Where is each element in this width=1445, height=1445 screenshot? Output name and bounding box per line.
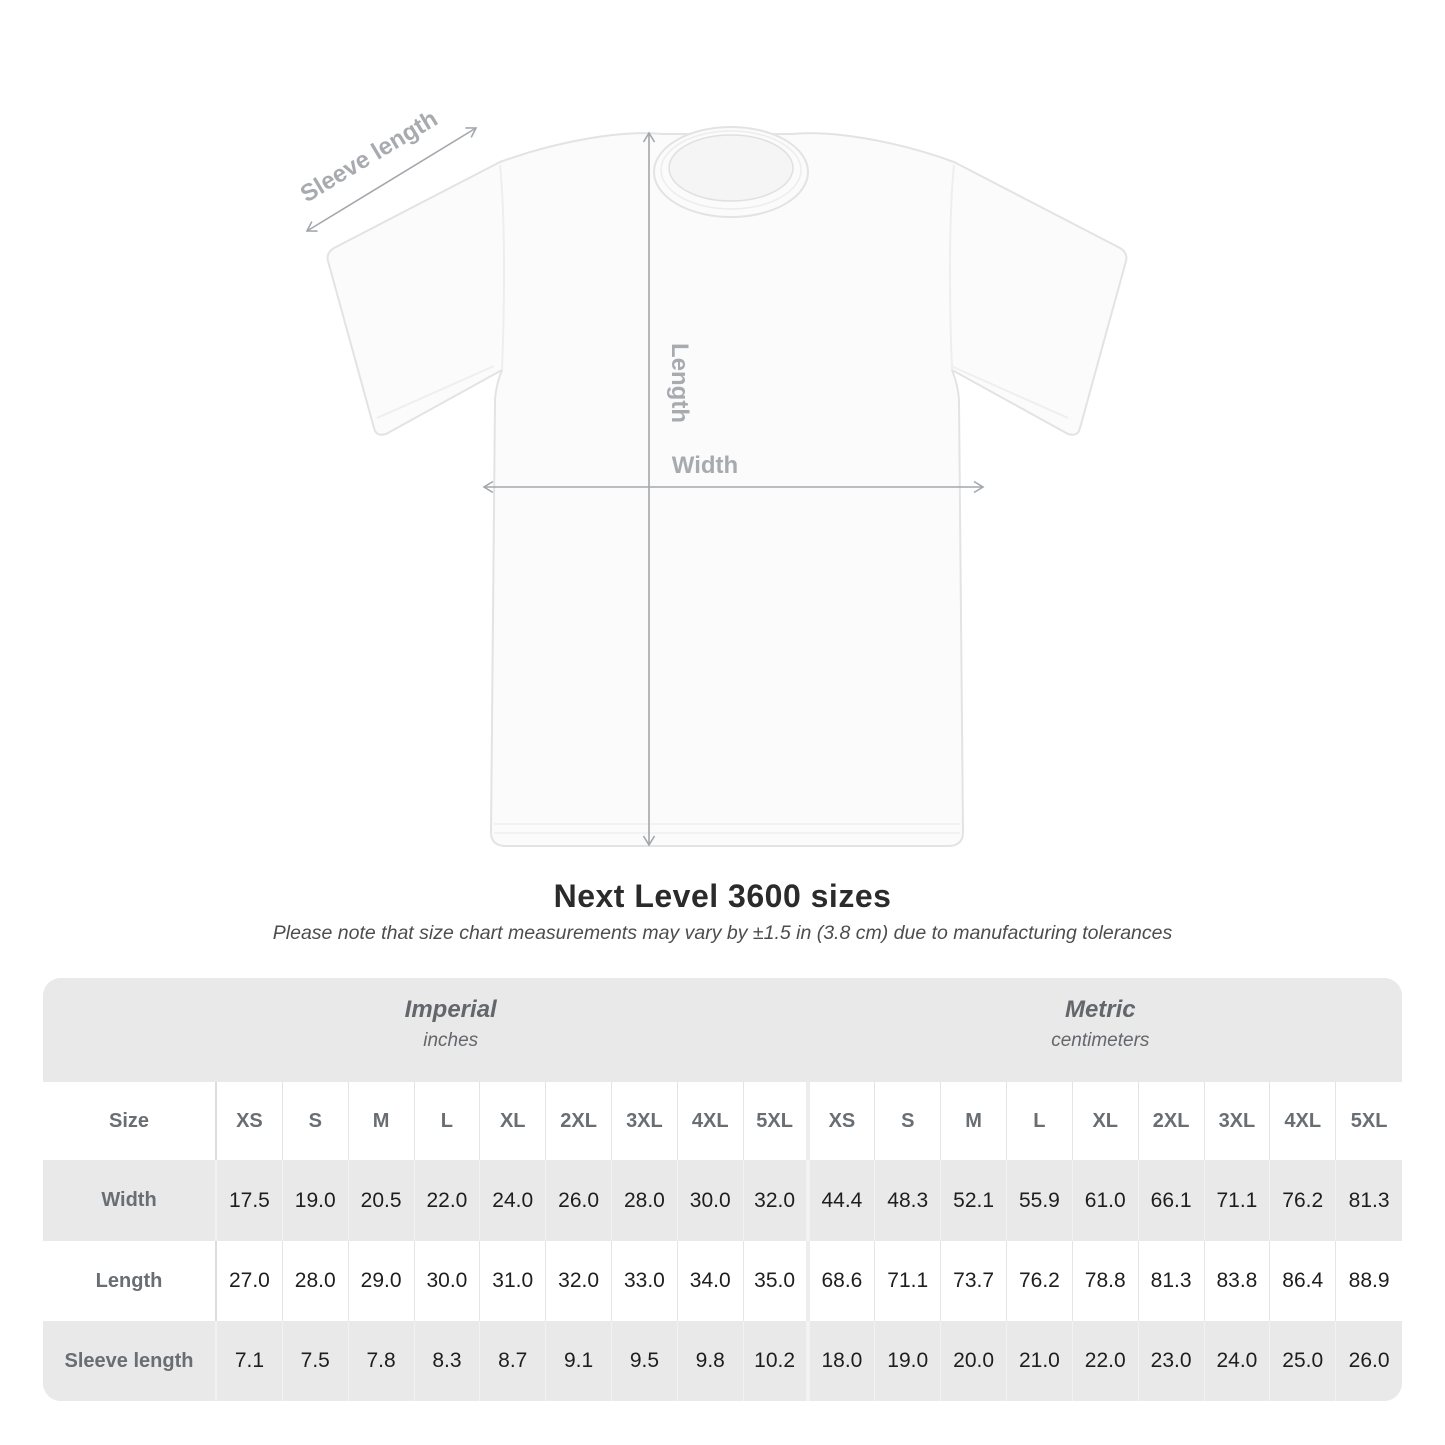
sleeve-length-value: 9.5 bbox=[612, 1321, 678, 1401]
width-value: 28.0 bbox=[612, 1160, 678, 1241]
sleeve-length-value: 9.1 bbox=[546, 1321, 612, 1401]
sleeve-length-value: 24.0 bbox=[1205, 1321, 1271, 1401]
size-header-row bbox=[43, 1082, 1402, 1160]
width-value: 30.0 bbox=[678, 1160, 744, 1241]
size-header: S bbox=[875, 1082, 941, 1160]
width-value: 55.9 bbox=[1007, 1160, 1073, 1241]
size-header: XS bbox=[217, 1082, 283, 1160]
length-value: 78.8 bbox=[1073, 1241, 1139, 1321]
length-value: 30.0 bbox=[415, 1241, 481, 1321]
length-value: 32.0 bbox=[546, 1241, 612, 1321]
size-header: S bbox=[283, 1082, 349, 1160]
length-value: 35.0 bbox=[744, 1241, 810, 1321]
sleeve-length-value: 22.0 bbox=[1073, 1321, 1139, 1401]
sleeve-length-value: 19.0 bbox=[875, 1321, 941, 1401]
sleeve-length-row bbox=[43, 1321, 1402, 1401]
size-header: 5XL bbox=[1350, 1109, 1388, 1132]
sleeve-length-row-label: Sleeve length bbox=[43, 1321, 217, 1401]
sleeve-length-value: 7.8 bbox=[349, 1321, 415, 1401]
sleeve-length-value: 8.7 bbox=[480, 1321, 546, 1401]
unit-system-header bbox=[43, 978, 1402, 1082]
sleeve-length-value: 18.0 bbox=[810, 1321, 876, 1401]
sleeve-length-value: 25.0 bbox=[1270, 1321, 1336, 1401]
metric-label: Metric bbox=[1064, 996, 1136, 1023]
size-header: M bbox=[941, 1082, 1007, 1160]
size-header: XL bbox=[1073, 1082, 1139, 1160]
length-value: 73.7 bbox=[941, 1241, 1007, 1321]
size-header: L bbox=[415, 1082, 481, 1160]
width-row-label: Width bbox=[43, 1160, 217, 1241]
size-header: 5XL bbox=[744, 1082, 810, 1160]
length-value: 81.3 bbox=[1139, 1241, 1205, 1321]
sleeve-length-value: 9.8 bbox=[678, 1321, 744, 1401]
width-value: 52.1 bbox=[941, 1160, 1007, 1241]
sleeve-length-value: 7.1 bbox=[217, 1321, 283, 1401]
width-row bbox=[43, 1160, 1402, 1241]
width-value: 26.0 bbox=[546, 1160, 612, 1241]
width-value: 22.0 bbox=[415, 1160, 481, 1241]
sleeve-length-value: 20.0 bbox=[941, 1321, 1007, 1401]
page-title: Next Level 3600 sizes bbox=[553, 878, 892, 914]
length-value: 68.6 bbox=[810, 1241, 876, 1321]
size-chart-table bbox=[43, 978, 1402, 1401]
imperial-section-header bbox=[405, 996, 497, 1052]
sleeve-length-label: Sleeve length bbox=[295, 105, 443, 208]
width-label: Width bbox=[671, 452, 739, 479]
length-value: 86.4 bbox=[1270, 1241, 1336, 1321]
length-value: 29.0 bbox=[349, 1241, 415, 1321]
length-row-label: Length bbox=[43, 1241, 217, 1321]
size-header: M bbox=[349, 1082, 415, 1160]
length-value: 88.9 bbox=[1348, 1269, 1390, 1292]
imperial-unit: inches bbox=[423, 1030, 479, 1051]
width-value: 66.1 bbox=[1139, 1160, 1205, 1241]
imperial-label: Imperial bbox=[404, 996, 497, 1023]
sleeve-length-value: 7.5 bbox=[283, 1321, 349, 1401]
sleeve-length-value: 23.0 bbox=[1139, 1321, 1205, 1401]
sleeve-length-value: 8.3 bbox=[415, 1321, 481, 1401]
width-value: 20.5 bbox=[349, 1160, 415, 1241]
length-value: 27.0 bbox=[217, 1241, 283, 1321]
length-row bbox=[43, 1241, 1402, 1321]
size-header: 4XL bbox=[1270, 1082, 1336, 1160]
length-value: 76.2 bbox=[1007, 1241, 1073, 1321]
tolerance-note: Please note that size chart measurements may vary by ±1.5 in (3.8 cm) due to manufacturing tolerances bbox=[272, 922, 1173, 944]
width-value: 81.3 bbox=[1348, 1188, 1390, 1212]
size-header: L bbox=[1007, 1082, 1073, 1160]
size-header: 3XL bbox=[612, 1082, 678, 1160]
length-value: 34.0 bbox=[678, 1241, 744, 1321]
width-value: 61.0 bbox=[1073, 1160, 1139, 1241]
sleeve-length-value: 21.0 bbox=[1007, 1321, 1073, 1401]
metric-unit: centimeters bbox=[1051, 1030, 1150, 1051]
size-header: 2XL bbox=[1139, 1082, 1205, 1160]
width-value: 19.0 bbox=[283, 1160, 349, 1241]
size-column-header: Size bbox=[43, 1082, 217, 1160]
collar-inner bbox=[669, 135, 793, 201]
metric-section-header bbox=[1051, 996, 1149, 1052]
length-value: 83.8 bbox=[1205, 1241, 1271, 1321]
length-value: 71.1 bbox=[875, 1241, 941, 1321]
length-value: 31.0 bbox=[480, 1241, 546, 1321]
sleeve-length-value: 26.0 bbox=[1348, 1349, 1390, 1372]
size-header: XL bbox=[480, 1082, 546, 1160]
width-value: 76.2 bbox=[1270, 1160, 1336, 1241]
width-value: 24.0 bbox=[480, 1160, 546, 1241]
length-value: 28.0 bbox=[283, 1241, 349, 1321]
width-value: 32.0 bbox=[744, 1160, 810, 1241]
width-value: 71.1 bbox=[1205, 1160, 1271, 1241]
size-header: 3XL bbox=[1205, 1082, 1271, 1160]
size-header: 2XL bbox=[546, 1082, 612, 1160]
length-label: Length bbox=[666, 343, 693, 423]
tshirt-body bbox=[328, 133, 1127, 846]
width-value: 48.3 bbox=[875, 1160, 941, 1241]
length-value: 33.0 bbox=[612, 1241, 678, 1321]
size-header: 4XL bbox=[678, 1082, 744, 1160]
sleeve-length-value: 10.2 bbox=[744, 1321, 810, 1401]
width-value: 17.5 bbox=[217, 1160, 283, 1241]
size-header: XS bbox=[810, 1082, 876, 1160]
width-value: 44.4 bbox=[810, 1160, 876, 1241]
